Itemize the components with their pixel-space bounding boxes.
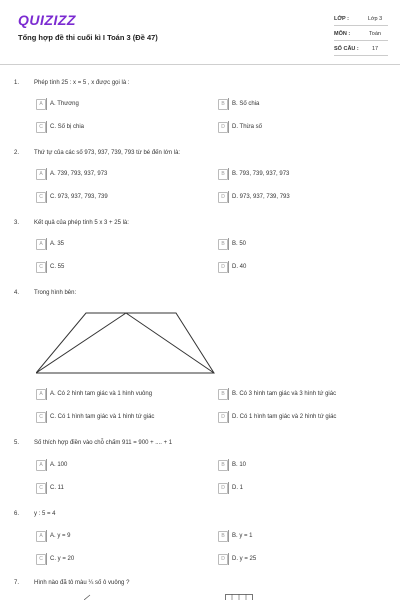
worksheet-title: Tổng hợp đề thi cuối kì I Toán 3 (Đề 47): [18, 33, 158, 42]
quizizz-logo: QUIZIZZ: [18, 12, 76, 28]
option-letter-box: A: [36, 389, 46, 400]
option-text: B. y = 1: [232, 533, 253, 539]
question-text: Thứ tự của các số 973, 937, 739, 793 từ bé đến lớn là:: [34, 150, 181, 156]
option-letter-box: D: [218, 483, 228, 494]
question-number: 1.: [14, 80, 20, 86]
option-divider: [228, 553, 229, 565]
shape-figure-partial: [84, 594, 94, 600]
option-text: B. Số chia: [232, 101, 260, 107]
option-divider: [46, 191, 47, 203]
option-letter-box: A: [36, 169, 46, 180]
option-text: C. Số bị chia: [50, 124, 85, 130]
option-letter-box: C: [36, 192, 46, 203]
option-letter-box: A: [36, 239, 46, 250]
trapezoid-outline: [36, 313, 214, 373]
option-text: A. Thương: [50, 101, 79, 107]
question-number: 2.: [14, 150, 20, 156]
option-letter-box: D: [218, 192, 228, 203]
question-number: 7.: [14, 580, 20, 586]
option-letter-box: C: [36, 554, 46, 565]
question-text: y : 5 = 4: [34, 511, 56, 517]
option-letter-box: D: [218, 122, 228, 133]
option-letter-box: C: [36, 412, 46, 423]
option-letter-box: A: [36, 531, 46, 542]
option-letter-box: B: [218, 460, 228, 471]
grade-label: LỚP :: [334, 16, 349, 22]
question-number: 4.: [14, 290, 20, 296]
option-divider: [46, 411, 47, 423]
option-divider: [228, 168, 229, 180]
option-divider: [46, 261, 47, 273]
option-text: A. Có 2 hình tam giác và 1 hình vuông: [50, 391, 153, 397]
option-divider: [46, 530, 47, 542]
option-letter-box: A: [36, 460, 46, 471]
option-text: C. 973, 937, 793, 739: [50, 194, 108, 200]
question-count-value: 17: [371, 46, 379, 52]
question-text: Phép tính 25 : x = 5 , x được gọi là :: [34, 80, 130, 86]
option-letter-box: A: [36, 99, 46, 110]
option-text: A. y = 9: [50, 533, 71, 539]
option-divider: [46, 98, 47, 110]
option-text: B. 10: [232, 462, 247, 468]
option-text: D. 973, 937, 739, 793: [232, 194, 290, 200]
option-divider: [228, 98, 229, 110]
option-text: B. 50: [232, 241, 247, 247]
question-count-underline: [334, 55, 388, 56]
option-text: C. y = 20: [50, 556, 75, 562]
option-letter-box: B: [218, 531, 228, 542]
grade-value: Lớp 3: [367, 16, 383, 22]
subject-value: Toán: [369, 31, 381, 37]
option-divider: [46, 388, 47, 400]
question-number: 5.: [14, 440, 20, 446]
question-text: Số thích hợp điền vào chỗ chấm 911 = 900 + .... + 1: [34, 440, 173, 446]
option-letter-box: B: [218, 99, 228, 110]
figure-edge: [84, 595, 90, 600]
question-text: Hình nào đã tô màu ¼ số ô vuông ?: [34, 580, 130, 586]
diagonal-line: [126, 313, 214, 373]
subject-underline: [334, 40, 388, 41]
option-text: A. 739, 793, 937, 973: [50, 171, 108, 177]
option-divider: [228, 411, 229, 423]
option-text: D. 40: [232, 264, 247, 270]
option-text: C. Có 1 hình tam giác và 1 hình tứ giác: [50, 414, 155, 420]
option-text: D. Có 1 hình tam giác và 2 hình tứ giác: [232, 414, 337, 420]
question-number: 3.: [14, 220, 20, 226]
diagonal-line: [36, 313, 126, 373]
grid-figure-partial: [225, 594, 253, 600]
grade-underline: [334, 25, 388, 26]
option-divider: [228, 482, 229, 494]
option-divider: [228, 261, 229, 273]
question-text: Trong hình bên:: [34, 290, 77, 296]
subject-label: MÔN :: [334, 31, 351, 37]
option-divider: [228, 191, 229, 203]
option-divider: [228, 388, 229, 400]
option-text: B. Có 3 hình tam giác và 3 hình tứ giác: [232, 391, 337, 397]
option-text: D. y = 25: [232, 556, 257, 562]
question-count-label: SỐ CÂU :: [334, 46, 359, 52]
option-divider: [228, 530, 229, 542]
option-divider: [228, 121, 229, 133]
option-divider: [46, 168, 47, 180]
option-text: A. 35: [50, 241, 65, 247]
option-text: C. 55: [50, 264, 65, 270]
option-divider: [46, 482, 47, 494]
option-divider: [46, 121, 47, 133]
header-divider: [0, 64, 400, 65]
option-text: A. 100: [50, 462, 68, 468]
option-letter-box: C: [36, 262, 46, 273]
option-text: B. 793, 739, 937, 973: [232, 171, 290, 177]
option-divider: [228, 459, 229, 471]
option-divider: [46, 553, 47, 565]
option-text: C. 11: [50, 485, 64, 491]
option-text: D. 1: [232, 485, 244, 491]
question-number: 6.: [14, 511, 20, 517]
option-letter-box: D: [218, 412, 228, 423]
option-divider: [46, 238, 47, 250]
option-letter-box: D: [218, 262, 228, 273]
option-text: D. Thừa số: [232, 124, 262, 130]
trapezoid-figure: [36, 305, 216, 375]
option-letter-box: B: [218, 239, 228, 250]
option-letter-box: C: [36, 122, 46, 133]
option-divider: [46, 459, 47, 471]
option-letter-box: B: [218, 169, 228, 180]
option-letter-box: B: [218, 389, 228, 400]
option-letter-box: C: [36, 483, 46, 494]
option-letter-box: D: [218, 554, 228, 565]
option-divider: [228, 238, 229, 250]
question-text: Kết quả của phép tính 5 x 3 + 25 là:: [34, 220, 129, 226]
